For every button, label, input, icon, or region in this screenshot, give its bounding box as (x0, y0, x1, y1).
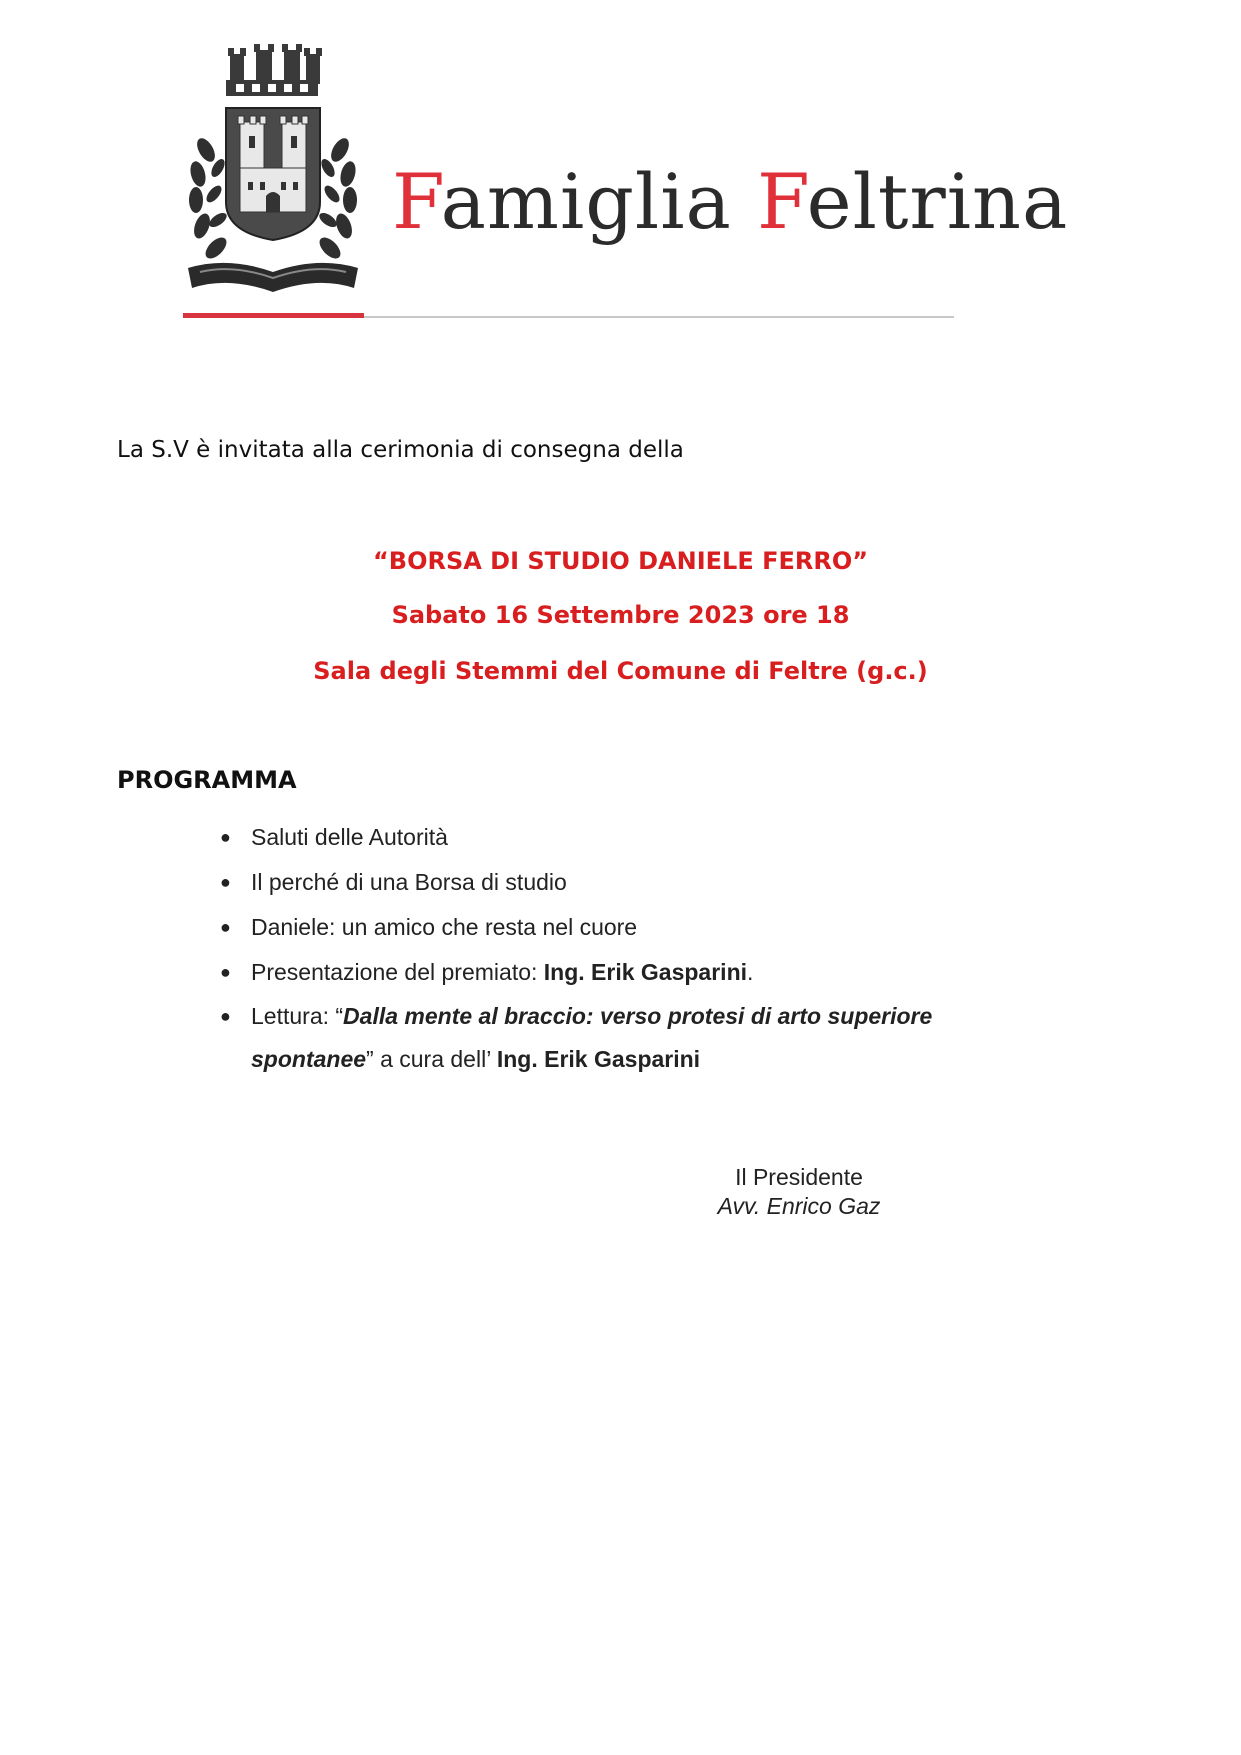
bullet-icon: ● (220, 962, 231, 982)
program-item-text: Daniele: un amico che resta nel cuore (251, 914, 638, 940)
signature-block (684, 1163, 914, 1221)
brand-initial-2: F (757, 157, 807, 246)
signature-name: Avv. Enrico Gaz (717, 1193, 881, 1219)
brand-initial-1: F (392, 157, 441, 246)
program-item-prefix: Lettura: “ (251, 1003, 344, 1029)
bullet-icon: ● (220, 872, 231, 892)
program-item-text: Saluti delle Autorità (251, 824, 448, 850)
program-heading: PROGRAMMA (117, 766, 297, 794)
program-item-middle: ” a cura dell’ (366, 1046, 497, 1072)
list-item (220, 950, 1040, 994)
event-venue: Sala degli Stemmi del Comune di Feltre (g.c.) (313, 657, 928, 685)
list-item (220, 905, 1040, 949)
program-item-suffix: . (747, 959, 754, 985)
list-item (220, 815, 1040, 859)
header-divider-accent (183, 313, 364, 318)
lecturer-name: Ing. Erik Gasparini (496, 1046, 701, 1072)
header-divider (364, 316, 954, 318)
list-item (220, 995, 1040, 1081)
awardee-name: Ing. Erik Gasparini (543, 959, 748, 985)
list-item (220, 860, 1040, 904)
program-list (220, 815, 1040, 1082)
organization-name (392, 157, 1069, 246)
signature-role: Il Presidente (735, 1164, 863, 1190)
event-date-time: Sabato 16 Settembre 2023 ore 18 (391, 601, 850, 629)
program-item-prefix: Presentazione del premiato: (251, 959, 544, 985)
brand-word-2: eltrina (806, 157, 1069, 246)
bullet-icon: ● (220, 827, 231, 847)
invitation-intro: La S.V è invitata alla cerimonia di consegna della (117, 437, 684, 463)
coat-of-arms-icon (178, 42, 368, 300)
program-item-text: Il perché di una Borsa di studio (251, 869, 567, 895)
bullet-icon: ● (220, 917, 231, 937)
event-title: “BORSA DI STUDIO DANIELE FERRO” (373, 547, 868, 575)
bullet-icon: ● (220, 1006, 231, 1026)
brand-word-1: amiglia (440, 157, 732, 246)
lecture-title: Dalla mente al braccio: verso protesi di arto superiore spontanee (251, 1003, 933, 1072)
